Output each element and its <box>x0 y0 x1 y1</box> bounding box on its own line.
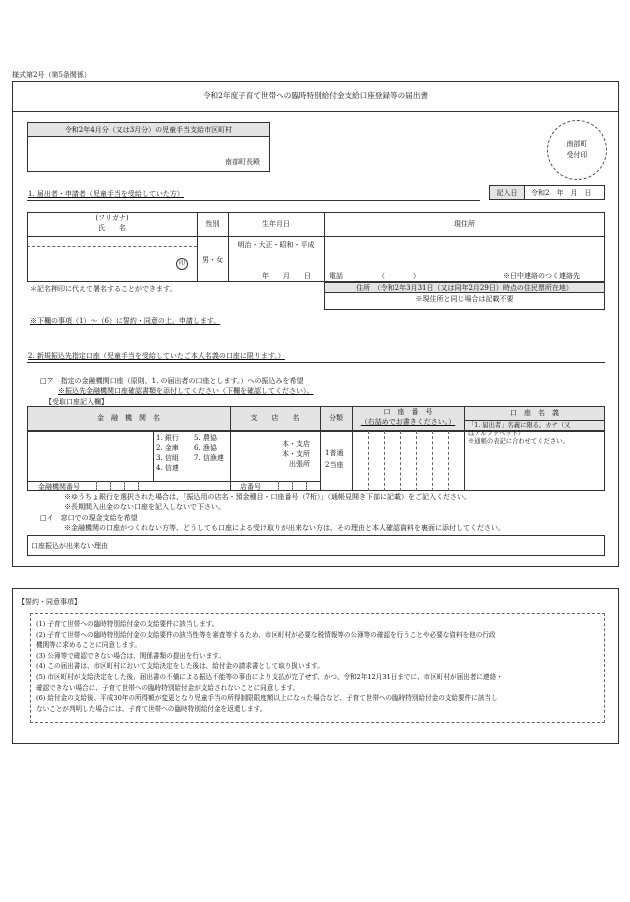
phone-field[interactable]: （ ） <box>378 272 420 280</box>
mayor-name: 南部町長殿 <box>225 158 260 166</box>
name-label: 氏 名 <box>98 224 126 232</box>
bank-type-3[interactable]: 3. 信組 <box>156 454 179 462</box>
bank-type-5[interactable]: 5. 農協 <box>194 434 217 442</box>
pledge-line-4: (4) この届出書は、市区町村において支給決定をした後は、給付金の請求書として取り扱います。 <box>36 662 324 671</box>
holder-note2: はアルファベット） <box>468 430 525 437</box>
phone-note: ※日中連絡のつく連絡先 <box>503 272 580 280</box>
pledge-line-2: (2) 子育て世帯への臨時特別給付金の支給要件の該当性等を審査等するため、市区町村が必要な税情報等の公簿等の確認を行うことや必要な資料を他の行政 <box>36 630 496 639</box>
residence-line2: ※現住所と同じ場合は記載不要 <box>415 295 514 303</box>
reason-label: 口座振込が出来ない理由 <box>31 542 108 550</box>
bank-type-1[interactable]: 1. 銀行 <box>156 434 179 442</box>
stamp-line2: 受付印 <box>566 151 588 159</box>
bank-code-label: 金融機関番号 <box>38 483 80 491</box>
residence-line1: 住所 （令和2年3月31日（又は同年2月29日）時点の住民票所在地） <box>356 284 573 292</box>
gender-header: 性別 <box>205 220 220 228</box>
option-a-note: ※振込先金融機関口座確認書類を添付してください（下欄を確認してください）。 <box>58 387 314 395</box>
signature-note: ＊記名押印に代えて署名することができます。 <box>30 285 177 293</box>
branch-types[interactable] <box>282 439 310 469</box>
bank-type-4[interactable]: 4. 信連 <box>156 464 179 472</box>
pledge-line-5: (5) 市区町村が支給決定をした後、届出書の不備による振込不能等の事由により支払が完了せず、かつ、令和2年12月31日までに、市区町村が届出者に連絡・ <box>36 672 503 681</box>
birth-eras[interactable]: 明治・大正・昭和・平成 <box>237 241 315 249</box>
pledge-line-3: (3) 公簿等で確認できない場合は、関係書類の提出を行います。 <box>36 651 225 660</box>
holder-note1: 「1. 届出者」名義に限る。カナ（又 <box>468 422 571 429</box>
account-header: 口 座 番 号 <box>383 408 433 416</box>
pledge-line-6: (6) 給付金の支給後、平成30年の所得額が変更となり児童手当の所得制限限度額以上になった場合など、子育て世帯への臨時特別給付金の支給要件に該当し <box>36 694 498 703</box>
bank-types-col2[interactable] <box>194 433 224 463</box>
class-values[interactable] <box>325 447 343 471</box>
stamp-line1: 南部町 <box>566 140 588 148</box>
date-value[interactable]: 令和2 年 月 日 <box>531 189 592 197</box>
branch-type-3[interactable]: 出張所 <box>289 460 310 468</box>
birth-header: 生年月日 <box>262 220 290 228</box>
pledge-line-1: (1) 子育て世帯への臨時特別給付金の支給要件に該当します。 <box>36 620 219 628</box>
date-label: 記入日 <box>496 189 518 197</box>
entry-label: 【受取口座記入欄】 <box>45 398 108 406</box>
class-current[interactable]: 2当座 <box>325 461 344 469</box>
class-header: 分類 <box>329 414 343 422</box>
branch-header: 支 店 名 <box>250 414 300 422</box>
pledge-heading: 【誓約・同意事項】 <box>18 598 81 606</box>
option-b[interactable]: □イ 窓口での現金支給を希望 <box>40 514 138 522</box>
bank-type-2[interactable]: 2. 金庫 <box>156 444 179 452</box>
pledge-note: ※下欄の事項（1）～（6）に誓約・同意の上、申請します。 <box>30 317 221 325</box>
bank-types-col1[interactable] <box>156 433 179 473</box>
municipality-header: 令和2年4月分（又は3月分）の児童手当支給市区町村 <box>64 126 233 134</box>
branch-type-1[interactable]: 本・支店 <box>282 440 310 448</box>
phone-label: 電話 <box>329 272 343 280</box>
reason-box[interactable] <box>27 535 605 556</box>
pledge-line-2b: 機関等に求めることに同意します。 <box>36 641 141 650</box>
class-ordinary[interactable]: 1普通 <box>325 449 344 457</box>
pledge-line-5b: 確認できない場合に、子育て世帯への臨時特別給付金が支給されないことに同意します。 <box>36 683 300 692</box>
section2-heading: 2. 新規振込先指定口座（児童手当を受給していたご本人名義の口座に限ります。） <box>28 352 285 360</box>
form-number: 様式第2号（第5条関係） <box>12 71 91 79</box>
account-note: （右詰めでお書きください。） <box>360 418 456 426</box>
option-b-note: ※金融機関の口座がつくれない方等、どうしても口座による受け取りが出来ない方は、その理由と本人確認資料を裏面に添付してください。 <box>64 524 505 532</box>
bank-type-7[interactable]: 7. 信漁連 <box>194 454 224 462</box>
address-header: 現住所 <box>454 220 475 228</box>
longterm-note: ※長期間入出金のない口座を記入しないで下さい。 <box>64 503 225 511</box>
gender-value[interactable]: 男・女 <box>202 256 223 264</box>
bank-type-6[interactable]: 6. 漁協 <box>194 444 217 452</box>
option-a[interactable]: □ア 指定の金融機関口座（原則、1. の届出者の口座とします。）への振込みを希望 <box>40 377 304 385</box>
furigana-label: (フリガナ) <box>95 214 129 222</box>
branch-type-2[interactable]: 本・支所 <box>282 450 310 458</box>
holder-notes <box>468 422 570 446</box>
form-title: 令和2年度子育て世帯への臨時特別給付金支給口座登録等の届出書 <box>202 91 429 100</box>
yucho-note: ※ゆうちょ銀行を選択された場合は、「振込用の店名・預金種目・口座番号（7桁）」（通帳見開き下部に記載）をご記入ください。 <box>64 493 471 501</box>
section1-heading: 1. 届出者・申請者（児童手当を受給していた方） <box>28 190 184 198</box>
pledge-line-6b: ないことが判明した場合には、子育て世帯への臨時特別給付金を返還します。 <box>36 704 267 713</box>
holder-note3: ※通帳の表記に合わせてください。 <box>468 438 569 445</box>
branch-code-label: 店番号 <box>240 483 261 491</box>
birth-ymd: 年 月 日 <box>262 272 311 280</box>
seal-mark: 印 <box>176 258 188 270</box>
bank-header: 金 融 機 関 名 <box>97 414 160 422</box>
holder-header: 口 座 名 義 <box>510 409 559 417</box>
pledge-list <box>36 619 503 714</box>
reception-stamp <box>547 120 607 180</box>
